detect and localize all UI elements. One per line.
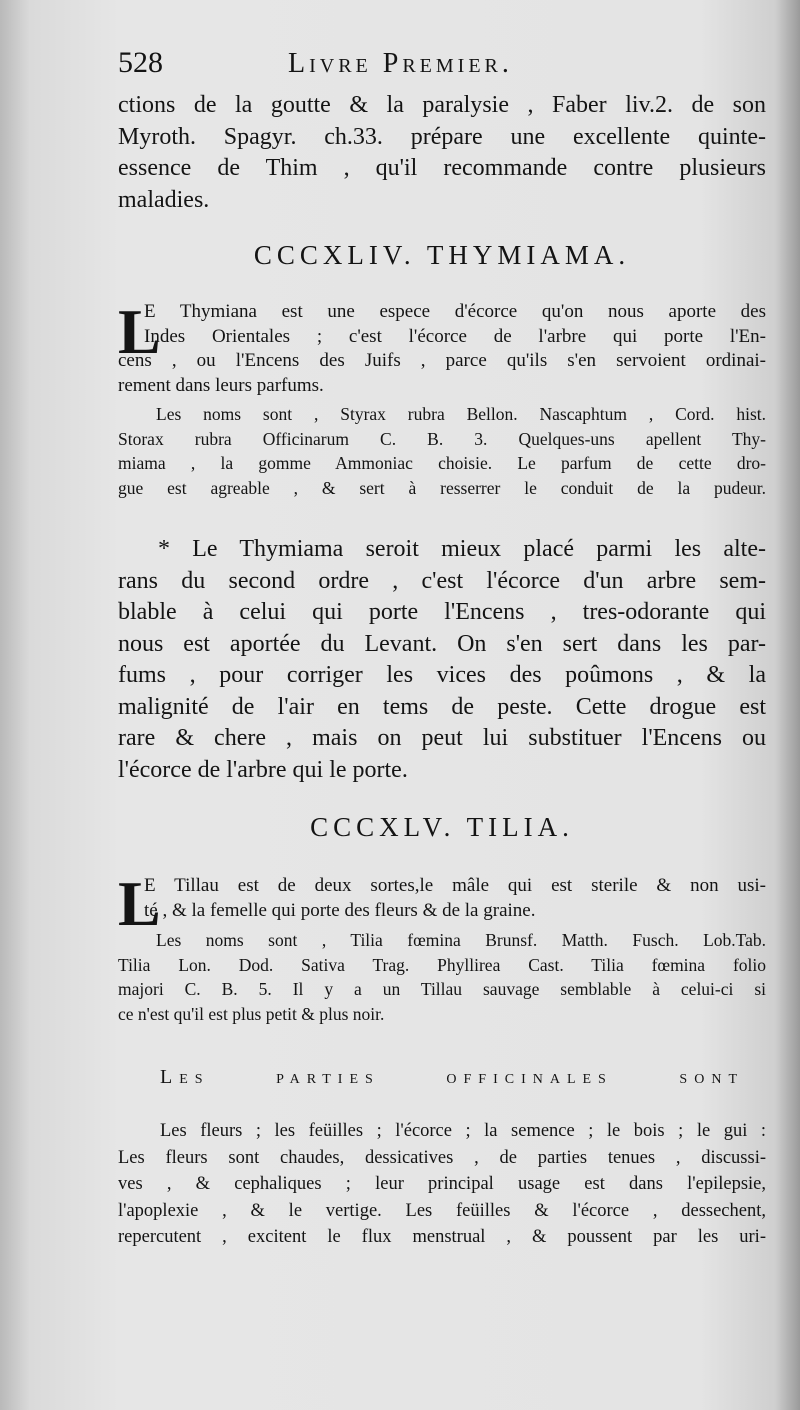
thymiama-nomenclature bbox=[118, 402, 766, 500]
page-number: 528 bbox=[118, 46, 163, 79]
text-line: l'écorce de l'arbre qui le porte. bbox=[118, 756, 408, 783]
text-line: malignité de l'air en tems de peste. Cette drogue est bbox=[118, 693, 766, 720]
text-line: nous est aportée du Levant. On s'en sert dans les par- bbox=[118, 630, 766, 657]
text-line: Les fleurs ; les feüilles ; l'écorce ; la semence ; le bois ; le gui : bbox=[160, 1121, 766, 1141]
text-line: essence de Thim , qu'il recommande contre plusieurs bbox=[118, 155, 766, 181]
drop-cap: L bbox=[118, 868, 161, 939]
thymiama-description bbox=[118, 296, 766, 398]
tilia-officinal-parts bbox=[118, 1118, 766, 1251]
text-line: gue est agreable , & sert à resserrer le conduit de la pudeur. bbox=[118, 477, 766, 498]
section-heading-thymiama: CCCXLIV. THYMIAMA. bbox=[253, 240, 631, 270]
text-line: rare & chere , mais on peut lui substituer l'Encens ou bbox=[118, 725, 766, 751]
text-line: blable à celui qui porte l'Encens , tres-odorante qui bbox=[118, 599, 766, 625]
text-line: l'apoplexie , & le vertige. Les feüilles & l'écorce , dessechent, bbox=[118, 1200, 766, 1221]
page-header bbox=[118, 46, 766, 86]
text-line: * Le Thymiama seroit mieux placé parmi les alte- bbox=[158, 536, 766, 562]
text-line: E Tillau est de deux sortes,le mâle qui est sterile & non usi- bbox=[144, 875, 766, 896]
text-line: Les noms sont , Styrax rubra Bellon. Nascaphtum , Cord. hist. bbox=[156, 404, 766, 424]
section-heading-tilia: CCCXLV. TILIA. bbox=[310, 812, 574, 842]
text-line: cens , ou l'Encens des Juifs , parce qu'ils s'en servoient ordinai- bbox=[118, 350, 766, 371]
text-line: ctions de la goutte & la paralysie , Faber liv.2. de son bbox=[118, 92, 766, 118]
text-line: ce n'est qu'il est plus petit & plus noir. bbox=[118, 1003, 385, 1024]
thymiama-note bbox=[118, 534, 766, 786]
officinal-parts-heading: Les parties officinales sont bbox=[160, 1066, 744, 1088]
text-line: repercutent , excitent le flux menstrual , & poussent par les uri- bbox=[118, 1227, 766, 1247]
text-line: rement dans leurs parfums. bbox=[118, 374, 324, 396]
text-line: Myroth. Spagyr. ch.33. prépare une excellente quinte- bbox=[118, 123, 766, 150]
text-line: rans du second ordre , c'est l'écorce d'un arbre sem- bbox=[118, 567, 766, 594]
text-line: Storax rubra Officinarum C. B. 3. Quelques-uns apellent Thy- bbox=[118, 428, 766, 449]
text-line: fums , pour corriger les vices des poûmons , & la bbox=[118, 662, 766, 688]
text-line: maladies. bbox=[118, 186, 210, 213]
text-line: té , & la femelle qui porte des fleurs & de la graine. bbox=[144, 899, 536, 921]
drop-cap: L bbox=[118, 296, 161, 367]
text-line: Les noms sont , Tilia fœmina Brunsf. Matth. Fusch. Lob.Tab. bbox=[156, 930, 766, 950]
text-line: ves , & cephaliques ; leur principal usage est dans l'epilepsie, bbox=[118, 1174, 766, 1194]
text-line: Les fleurs sont chaudes, dessicatives , de parties tenues , discussi- bbox=[118, 1147, 766, 1168]
intro-paragraph bbox=[118, 90, 766, 216]
running-head: Livre Premier. bbox=[288, 48, 513, 79]
text-line: Indes Orientales ; c'est l'écorce de l'arbre qui porte l'En- bbox=[144, 325, 766, 347]
text-line: E Thymiana est une espece d'écorce qu'on nous aporte des bbox=[144, 301, 766, 322]
tilia-description bbox=[118, 868, 766, 939]
text-line: Tilia Lon. Dod. Sativa Trag. Phyllirea Cast. Tilia fœmina folio bbox=[118, 954, 766, 975]
text-line: miama , la gomme Ammoniac choisie. Le parfum de cette dro- bbox=[118, 453, 766, 473]
text-line: majori C. B. 5. Il y a un Tillau sauvage semblable à celui-ci si bbox=[118, 979, 766, 999]
tilia-nomenclature bbox=[118, 928, 766, 1026]
